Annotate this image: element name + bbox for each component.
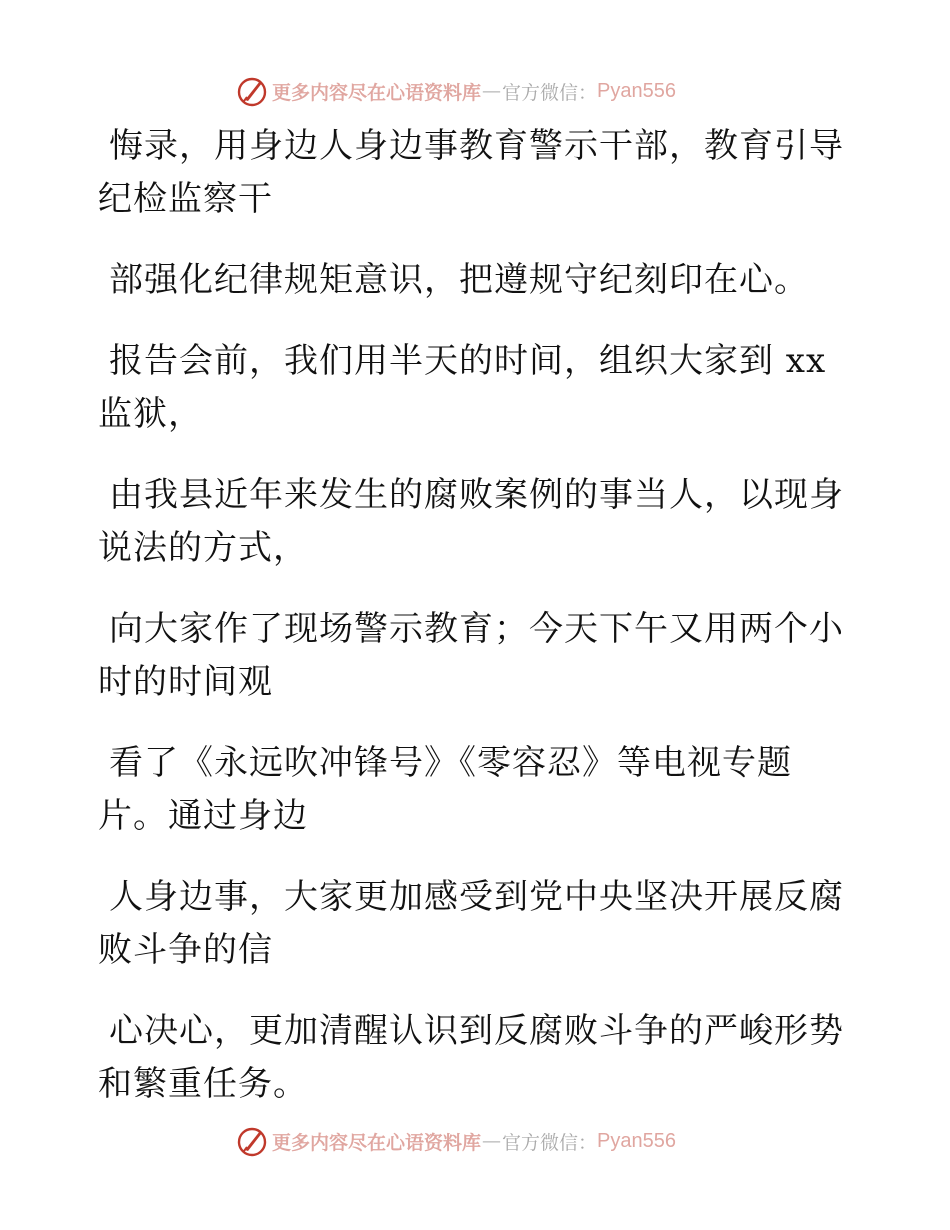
footer-watermark (236, 1124, 676, 1158)
body-text (98, 120, 844, 1139)
watermark-wechat-id: Pyan556 (597, 1129, 676, 1152)
text-line: 和繁重任务。 (98, 1064, 308, 1104)
paragraph (98, 603, 844, 709)
text-line: 败斗争的信 (98, 930, 273, 970)
watermark-text: 更多内容尽在心语资料库 (272, 1131, 482, 1154)
text-line: 片。通过身边 (98, 796, 308, 836)
watermark-wechat-label: 官方微信： (502, 81, 598, 104)
watermark-separator: — (482, 1130, 502, 1152)
paragraph (98, 254, 838, 307)
watermark-separator: — (482, 80, 502, 102)
paragraph (98, 335, 838, 441)
watermark-wechat-id: Pyan556 (597, 79, 676, 102)
text-line: 说法的方式， (98, 528, 308, 568)
text-line: 人身边事，大家更加感受到党中央坚决开展反腐 (109, 877, 844, 917)
text-line: 悔录，用身边人身边事教育警示干部，教育引导 (109, 126, 844, 166)
paragraph (98, 120, 844, 226)
paragraph (98, 1005, 844, 1111)
text-line: 心决心，更加清醒认识到反腐败斗争的严峻形势 (109, 1011, 844, 1051)
text-line: 部强化纪律规矩意识，把遵规守纪刻印在心。 (109, 260, 809, 300)
header-watermark (236, 74, 676, 108)
text-line: 向大家作了现场警示教育；今天下午又用两个小 (109, 609, 844, 649)
text-line: 监狱， (98, 394, 203, 434)
text-line: 时的时间观 (98, 662, 273, 702)
watermark-text: 更多内容尽在心语资料库 (272, 81, 482, 104)
watermark-wechat-label: 官方微信： (502, 1131, 598, 1154)
paragraph (98, 469, 844, 575)
paragraph (98, 737, 838, 843)
paragraph (98, 871, 844, 977)
text-line: 纪检监察干 (98, 179, 273, 219)
text-line: 由我县近年来发生的腐败案例的事当人，以现身 (109, 475, 844, 515)
text-line: 看了《永远吹冲锋号》《零容忍》等电视专题 (109, 743, 792, 783)
quill-pen-icon (236, 1125, 268, 1157)
quill-pen-icon (236, 75, 268, 107)
text-line: 报告会前，我们用半天的时间，组织大家到 xx (109, 341, 827, 381)
